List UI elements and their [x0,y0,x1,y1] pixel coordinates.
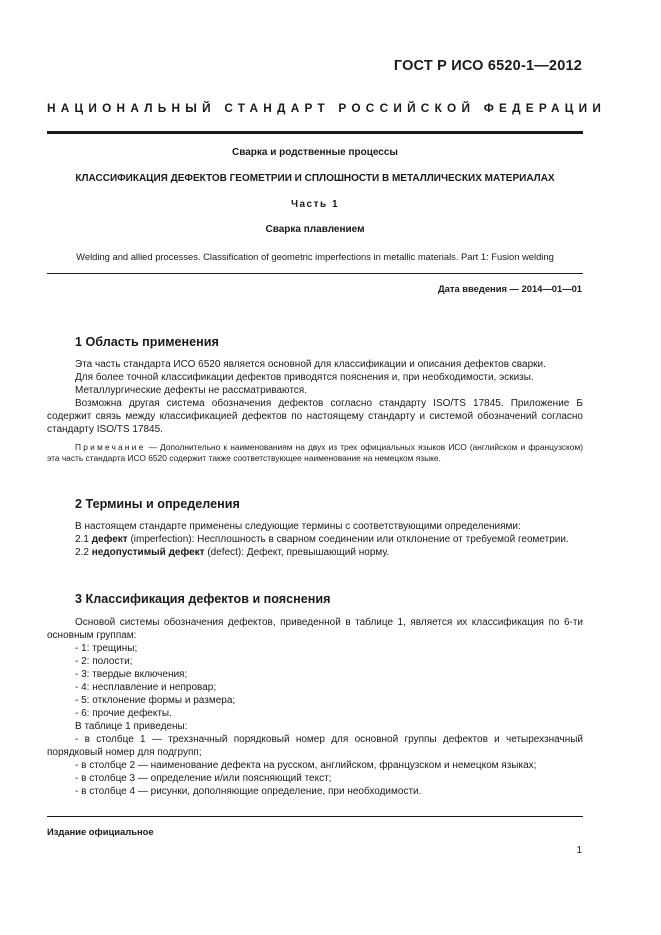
section-1-heading: 1 Область применения [75,335,219,349]
list-item: - 2: полости; [75,656,133,667]
list-item: - 4: несплавление и непровар; [75,682,217,693]
footer-divider [47,816,583,817]
list-item: - в столбце 1 — трехзначный порядковый номер для основной группы дефектов и четырехзначный порядковый номер для подгрупп; [47,734,583,758]
table-columns-list [47,733,583,798]
term-definition: (defect): Дефект, превышающий норму. [204,547,390,558]
term-number: 2.2 [75,547,92,558]
section-2-heading: 2 Термины и определения [75,497,240,511]
defect-groups-list [47,642,583,720]
standard-main-title: КЛАССИФИКАЦИЯ ДЕФЕКТОВ ГЕОМЕТРИИ И СПЛОШНОСТИ В МЕТАЛЛИЧЕСКИХ МАТЕРИАЛАХ [75,173,555,184]
note-label: Примечание [75,442,146,452]
part-title: Сварка плавлением [265,224,365,235]
term-unacceptable-defect [47,546,583,559]
section-1-paragraph: Металлургические дефекты не рассматриваются. [75,385,307,396]
list-item: - в столбце 2 — наименование дефекта на русском, английском, французском и немецком языках; [75,760,537,771]
title-divider [47,273,583,274]
section-1-paragraph: Эта часть стандарта ИСО 6520 является основной для классификации и описания дефектов сварки. [75,359,546,370]
list-item: - 6: прочие дефекты. [75,708,172,719]
page-number: 1 [576,845,582,856]
table-intro: В таблице 1 приведены: [75,721,188,732]
english-title: Welding and allied processes. Classification of geometric imperfections in metallic materials. Part 1: Fusion welding [76,251,554,262]
section-3 [47,593,583,798]
term-definition: (imperfection): Несплошность в сварном соединении или отклонение от требуемой геометрии. [127,534,569,545]
list-item: - 5: отклонение формы и размера; [75,695,236,706]
term-defect [47,533,583,546]
document-code: ГОСТ Р ИСО 6520-1—2012 [393,58,582,74]
list-item: - 3: твердые включения; [75,669,188,680]
part-number: Часть 1 [290,199,340,210]
standard-subtitle: Сварка и родственные процессы [232,147,398,158]
section-3-heading: 3 Классификация дефектов и пояснения [75,592,331,606]
section-1-paragraph: Для более точной классификации дефектов приводятся пояснения и, при необходимости, эскизы. [75,372,534,383]
official-edition-label: Издание официальное [47,826,154,837]
note-text: — Дополнительно к наименованиям на двух из трех официальных языков ИСО (английском и французском) эта часть стандарта ИСО 6520 содержит также соответствующее наименование на немецком языке. [47,442,583,463]
term-name: дефект [91,534,128,545]
introduction-date: Дата введения — 2014—01—01 [437,283,582,294]
list-item: - в столбце 4 — рисунки, дополняющие определение, при необходимости. [75,786,422,797]
section-1-paragraph: Возможна другая система обозначения дефектов согласно стандарту ISO/TS 17845. Приложение Б содержит связь между классификацией дефектов по настоящему стандарту и системой обозначений согласно стандарту ISO/TS 17845. [47,398,583,435]
list-item: - в столбце 3 — определение и/или поясняющий текст; [75,773,332,784]
section-2-intro: В настоящем стандарте применены следующие термины с соответствующими определениями: [75,521,521,532]
section-2 [47,498,583,559]
national-standard-banner: НАЦИОНАЛЬНЫЙ СТАНДАРТ РОССИЙСКОЙ ФЕДЕРАЦИИ [47,101,607,115]
term-number: 2.1 [75,534,92,545]
term-name: недопустимый дефект [91,547,205,558]
section-1 [47,336,583,464]
section-3-intro: Основой системы обозначения дефектов, приведенной в таблице 1, является их классификация по 6-ти основным группам: [47,617,583,641]
section-1-note [47,442,583,464]
header-divider [47,131,583,134]
list-item: - 1: трещины; [75,643,138,654]
